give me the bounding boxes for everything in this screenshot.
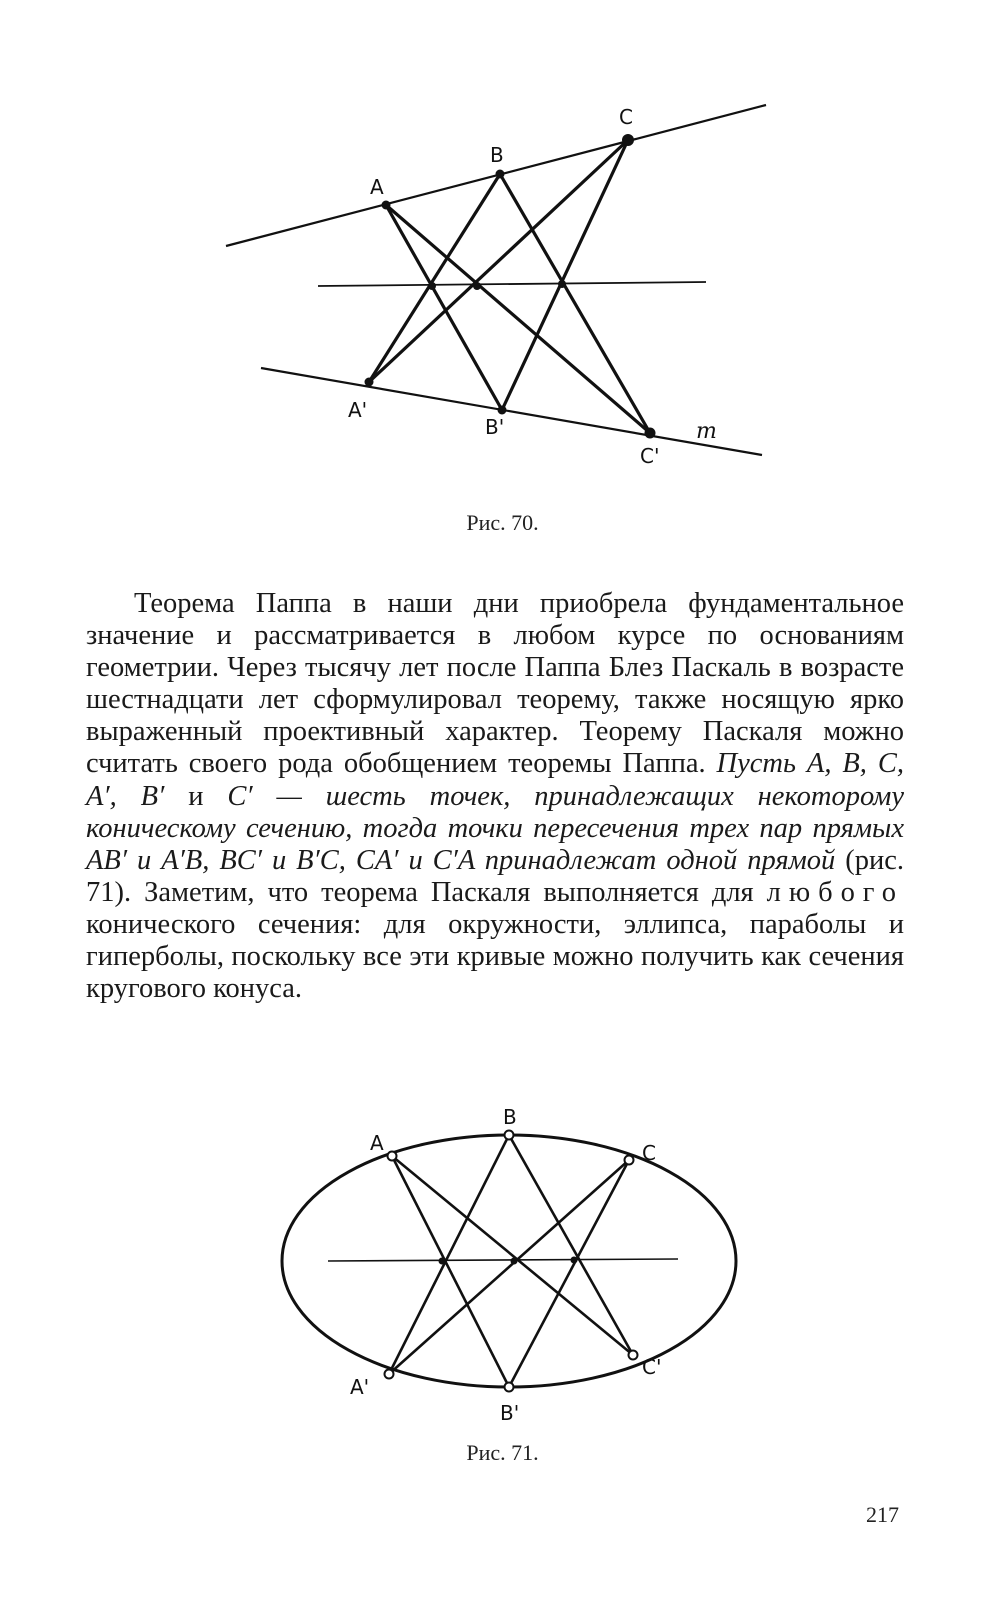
body-paragraph	[86, 588, 904, 1005]
pappus-diagram	[0, 90, 1005, 500]
label-A1: A'	[348, 398, 368, 422]
label-B: B	[503, 1105, 517, 1129]
intersection-3	[571, 1257, 578, 1264]
point-A1	[385, 1370, 394, 1379]
label-m: m	[696, 419, 717, 444]
label-A: A	[370, 175, 384, 199]
label-B1: B'	[485, 415, 505, 439]
text-part-4: конического сечения: для окружности, эллипса, параболы и гиперболы, поскольку все эти кривые можно получить как сечения кругового конуса.	[86, 908, 904, 1005]
label-B1: B'	[500, 1401, 520, 1425]
point-C	[622, 134, 634, 146]
intersection-2	[511, 1258, 518, 1265]
line-AB1	[386, 205, 502, 410]
point-C1	[629, 1351, 638, 1360]
label-A: A	[370, 1131, 384, 1155]
line-AB1	[392, 1156, 509, 1387]
point-B	[496, 170, 505, 179]
text-part-3: (рис. 71). Заметим, что теорема Паскаля выполняется для	[86, 844, 904, 908]
intersection-3	[558, 280, 566, 288]
point-A1	[365, 378, 374, 387]
point-A	[388, 1152, 397, 1161]
lower-line-m	[261, 368, 762, 455]
line-AC1	[392, 1156, 633, 1355]
label-C: C	[642, 1141, 656, 1165]
point-A	[382, 201, 391, 210]
line-B1C	[509, 1160, 629, 1387]
figure-71	[0, 1095, 1005, 1455]
pascal-diagram	[0, 1095, 1005, 1455]
line-A1B	[389, 1135, 509, 1374]
line-A1C	[389, 1160, 629, 1374]
point-B	[505, 1131, 514, 1140]
label-C: C	[619, 105, 633, 129]
label-C1: C'	[642, 1355, 662, 1379]
pappus-line	[318, 282, 706, 286]
theorem-italic-1: Пусть A, B, C, A′, B′	[86, 748, 904, 812]
figure-71-caption: Рис. 71.	[466, 1440, 539, 1465]
text-part-2: и	[164, 780, 228, 812]
line-BC1	[509, 1135, 633, 1355]
point-C	[625, 1156, 634, 1165]
label-C1: C'	[640, 444, 660, 468]
point-B1	[498, 406, 507, 415]
text-part-1: Теорема Паппа в наши дни приобрела фундаментальное значение и рассматривается в любом курсе по основаниям геометрии. Через тысячу лет после Паппа Блез Паскаль в возрасте шестнадцати лет сформулировал теорему, также носящую ярко выраженный проективный характер. Теорему Паскаля можно считать своего рода обобщением теоремы Паппа.	[86, 588, 904, 780]
line-BC1	[500, 174, 650, 433]
point-C1	[645, 428, 656, 439]
label-A1: A'	[350, 1375, 370, 1399]
intersection-1	[428, 282, 436, 290]
theorem-italic-2: C′ — шесть точек, принадлежащих некоторому коническому сечению, тогда точки пересечения трех пар прямых AB′ и A′B, BC′ и B′C, CA′ и C′A принадлежат одной прямой	[86, 780, 904, 876]
spaced-emphasis: любого	[766, 876, 904, 908]
point-B1	[505, 1383, 514, 1392]
label-B: B	[490, 143, 504, 167]
intersection-1	[439, 1258, 446, 1265]
intersection-2	[473, 282, 481, 290]
figure-70-caption: Рис. 70.	[466, 510, 539, 535]
line-B1C	[502, 140, 628, 410]
line-AC1	[386, 205, 650, 433]
figure-70	[0, 90, 1005, 500]
pascal-line	[328, 1259, 678, 1261]
page-number: 217	[866, 1502, 899, 1527]
